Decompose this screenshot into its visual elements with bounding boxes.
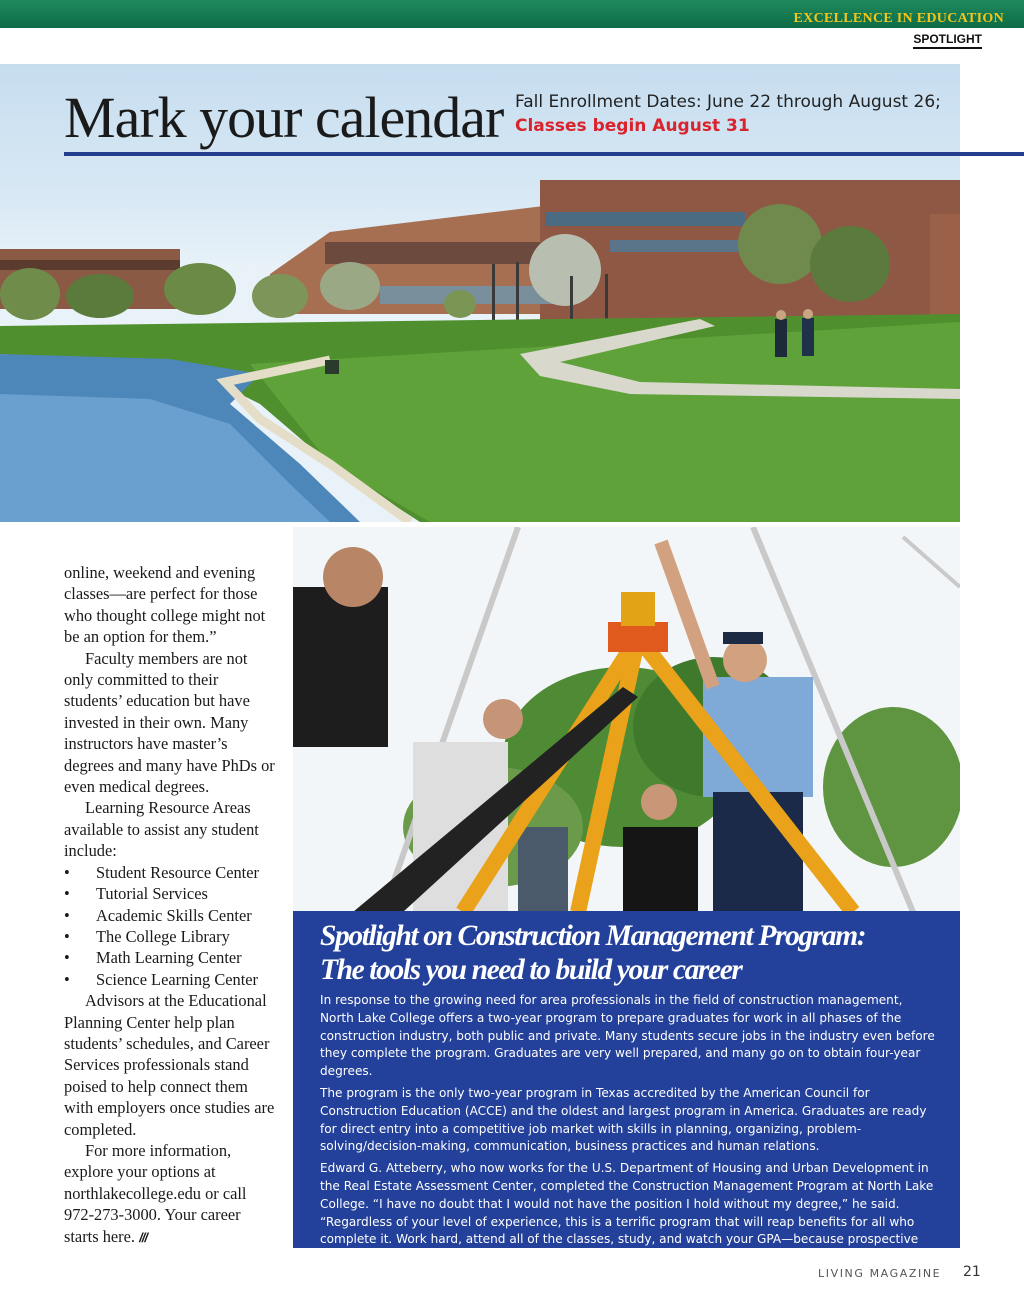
body-paragraph xyxy=(64,1140,278,1248)
spotlight-paragraph: The program is the only two-year program in Texas accredited by the American Council for Construction Education (ACCE) and the oldest and largest program in America. Graduates are ready for direct entry into a competitive job market with skills in planning, organizing, problem-solving/decision-making, communication, business practices and human relations. xyxy=(320,1085,927,1154)
spotlight-title-line1: Spotlight on Construction Management Program: xyxy=(320,920,866,952)
resource-list xyxy=(64,862,278,990)
spotlight-title xyxy=(320,919,950,987)
calendar-rule xyxy=(64,152,1024,156)
body-paragraph: online, weekend and evening classes—are perfect for those who thought college might not be an option for them.” xyxy=(64,563,266,647)
construction-illustration xyxy=(293,527,960,912)
spotlight-paragraph: Edward G. Atteberry, who now works for the U.S. Department of Housing and Urban Development in the Real Estate Assessment Center, completed the Construction Management Program at North Lake College. “I have no doubt that I would not have the position I hold without my degree,” he said. “Regardless of your level of experience, this is a terrific program that will reap benefits for all who complete it. Work hard, attend all of the classes, study, and watch your GPA—because prospective employers are.” xyxy=(320,1161,934,1265)
body-paragraph: Advisors at the Educational Planning Center help plan students’ schedules, and Career Services professionals stand poised to help connect them with employers once studies are completed. xyxy=(64,991,275,1139)
spotlight-tag: SPOTLIGHT xyxy=(913,32,982,49)
body-paragraph: Learning Resource Areas available to assist any student include: xyxy=(64,798,259,861)
list-item: • The College Library xyxy=(64,926,278,947)
end-mark: /// xyxy=(139,1229,147,1245)
spotlight-title-line2: The tools you need to build your career xyxy=(320,954,742,986)
enrollment-dates: Fall Enrollment Dates: June 22 through August 26; xyxy=(515,92,941,112)
list-item: • Tutorial Services xyxy=(64,883,278,904)
list-item: • Science Learning Center xyxy=(64,969,278,990)
classes-begin: Classes begin August 31 xyxy=(515,116,750,136)
list-item: • Math Learning Center xyxy=(64,947,278,968)
body-column xyxy=(64,562,278,1248)
magazine-name: LIVING MAGAZINE xyxy=(818,1267,942,1280)
construction-photo xyxy=(293,527,960,912)
body-paragraph: Faculty members are not only committed to their students’ education but have invested in their own. Many instructors have master’s degrees and many have PhDs or even medical degrees. xyxy=(64,648,275,797)
list-item: • Academic Skills Center xyxy=(64,905,278,926)
section-name: EXCELLENCE IN EDUCATION xyxy=(793,11,1004,26)
spotlight-box xyxy=(293,911,960,1265)
list-item: • Student Resource Center xyxy=(64,862,278,883)
calendar-title: Mark your calendar xyxy=(64,85,504,150)
spotlight-paragraph: In response to the growing need for area professionals in the field of construction management, North Lake College offers a two-year program to prepare graduates for work in all phases of the construction industry, both public and private. Many students secure jobs in the industry even before they complete the program. Graduates are very well prepared, and many go on to obtain four-year degrees. xyxy=(320,993,935,1079)
spotlight-text xyxy=(320,992,940,1271)
closing-text: For more information, explore your options at northlakecollege.edu or call 972-273-3000. Your career starts here. xyxy=(64,1140,247,1246)
page-number: 21 xyxy=(963,1264,981,1280)
